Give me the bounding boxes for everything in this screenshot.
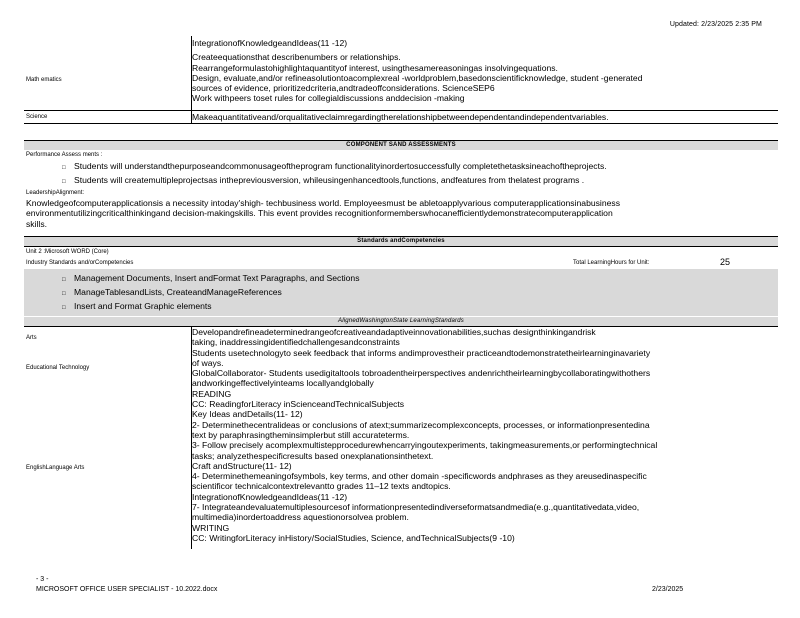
total-hours-value: 25 — [720, 257, 731, 267]
leadership-label: LeadershipAlignment: — [26, 190, 85, 196]
aligned-table — [24, 326, 778, 549]
math-line: IntegrationofKnowledgeandIdeas(11 -12) — [192, 38, 348, 48]
arts-label: Arts — [26, 335, 37, 341]
ela-line: 2- Determinethecentralideas or conclusions of atext;summarizecomplexconcepts, processes, or informationpresentedina — [192, 419, 650, 430]
standards-title: Standards andCompetencies — [24, 237, 778, 246]
arts-line: Developandrefineadeterminedrangeofcreativeandadaptiveinnovationabilities,suchas designthinkingandrisk — [192, 327, 596, 337]
science-line: Makeaquantitativeand/orqualitativeclaimregardingtherelationshipbetweendependentandindependentvariables. — [192, 112, 609, 122]
unit-line: Unit 2 :Microsoft WORD (Core) — [24, 246, 778, 257]
bullet-icon: □ — [62, 165, 66, 171]
math-line: Design, evaluate,and/or refineasolutiontoacomplexreal -worldproblem,basedonscientificknowledge, student -generated — [192, 72, 643, 83]
math-row — [24, 36, 778, 110]
standards-items — [24, 269, 778, 316]
edtech-line: Students usetechnologyto seek feedback that informs andimprovestheir practiceandtodemonstratetheirlearninginavariety — [192, 347, 651, 358]
math-line: sources of evidence, prioritizedcriteria,andtradeoffconsiderations. ScienceSEP6 — [192, 83, 495, 94]
leadership-line: skills. — [26, 218, 48, 229]
industry-label: Industry Standards and/orCompetencies — [26, 260, 134, 266]
leadership-text — [24, 198, 778, 229]
standards-section — [24, 236, 778, 326]
math-line: Work withpeers toset rules for collegialdiscussions anddecision -making — [192, 93, 465, 104]
industry-row — [24, 257, 778, 269]
ela-line: Key Ideas andDetails(11- 12) — [192, 409, 303, 420]
science-label: Science — [26, 114, 48, 120]
ela-content — [191, 389, 778, 549]
leadership-line: Knowledgeofcomputerapplicationsis a necessity intoday'shigh- techbusiness world. Employeesmust be abletoapplyvarious computerapplicationsinabusiness — [26, 198, 620, 208]
ela-line: text by paraphrasingtheminsimplerbut still accurateterms. — [192, 429, 410, 440]
components-section — [24, 140, 778, 229]
performance-label: Performance Assess ments : — [26, 152, 103, 158]
performance-bullet: □ Students will createmultipleprojectsas inthepreviousversion, whileusingenhancedtools,functions, andfeatures from thelatest programs . — [24, 174, 778, 188]
ela-line: multimedia)inordertoaddress aquestionorsolvea problem. — [192, 512, 409, 523]
science-content — [191, 111, 778, 123]
bullet-icon: □ — [62, 305, 66, 311]
edtech-line: andworkingeffectivelyinteams locallyandglobally — [192, 378, 374, 389]
ela-line: READING — [192, 388, 232, 399]
ela-line: IntegrationofKnowledgeandIdeas(11 -12) — [192, 491, 348, 502]
ela-line: 7- Integrateandevaluatemultiplesourcesof informationpresentedindiverseformatsandmedia(e.g.,quantitativedata,video, — [192, 502, 640, 513]
arts-content — [191, 327, 778, 348]
components-title: COMPONENT SAND ASSESSMENTS — [24, 141, 778, 150]
standards-item: □ Insert and Format Graphic elements — [24, 300, 778, 314]
ela-line: Craft andStructure(11- 12) — [192, 460, 292, 471]
science-row — [24, 110, 778, 124]
ela-line: 4- Determinethemeaningofsymbols, key terms, and other domain -specificwords andphrases as they areusedinaspecific — [192, 471, 647, 482]
leadership-line: environmentutilizingcriticalthinkingand decision-makingskills. This event provides recognitionformemberswhocanefficientlydemonstratecomputerapplication — [26, 208, 613, 219]
aligned-title: AlignedWashingtonState LearningStandards — [24, 316, 778, 326]
page-number: - 3 - — [36, 576, 49, 583]
updated-timestamp: Updated: 2/23/2025 2:35 PM — [669, 21, 762, 28]
math-label: Math ematics — [26, 77, 62, 83]
bullet-icon: □ — [62, 291, 66, 297]
standards-item: □ Management Documents, Insert andFormat Text Paragraphs, and Sections — [24, 272, 778, 286]
math-line: Rearrangeformulastohighlightaquantityof interest, usingthesamereasoningas insolvingequations. — [192, 62, 558, 73]
footer-doc-name: MICROSOFT OFFICE USER SPECIALIST - 10.2022.docx — [36, 586, 218, 593]
arts-row — [24, 327, 778, 348]
ela-line: CC: ReadingforLiteracy inScienceandTechnicalSubjects — [192, 399, 405, 410]
ela-label: EnglishLanguage Arts — [26, 464, 85, 471]
standards-item: □ ManageTablesandLists, CreateandManageReferences — [24, 286, 778, 300]
ela-line: WRITING — [192, 522, 230, 533]
ela-line: 3- Follow precisely acomplexmultistepprocedurewhencarryingoutexperiments, takingmeasurements,or performingtechnical — [192, 440, 658, 451]
performance-bullet: □ Students will understandthepurposeandcommonusageoftheprogram functionalityinordertosuccessfully completethetasksineachoftheprojects. — [24, 160, 778, 174]
arts-line: taking, inaddressingidentifiedchallengesandconstraints — [192, 337, 400, 348]
math-line: Createequationsthat describenumbers or relationships. — [192, 52, 401, 63]
ela-line: tasks; analyzethespecificresults based onexplanationsinthetext. — [192, 450, 434, 461]
ela-row — [24, 389, 778, 549]
edtech-content — [191, 348, 778, 389]
bullet-icon: □ — [62, 179, 66, 185]
bullet-icon: □ — [62, 277, 66, 283]
math-content — [191, 36, 778, 110]
ela-line: scientificor technicalcontextrelevantto grades 11–12 texts andtopics. — [192, 481, 451, 492]
edtech-line: of ways. — [192, 357, 224, 368]
edtech-line: GlobalCollaborator- Students usedigitaltools tobroadentheirperspectives andenrichtheirlearningbycollaboratingwithothers — [192, 368, 651, 379]
total-hours-label: Total LearningHours for Unit: — [573, 260, 650, 266]
ela-line: CC: WritingforLiteracy inHistory/SocialStudies, Science, andTechnicalSubjects(9 -10) — [192, 532, 515, 543]
math-science-table — [24, 36, 778, 124]
edtech-row — [24, 348, 778, 389]
footer-date: 2/23/2025 — [652, 586, 684, 593]
edtech-label: Educational Technology — [26, 364, 90, 371]
